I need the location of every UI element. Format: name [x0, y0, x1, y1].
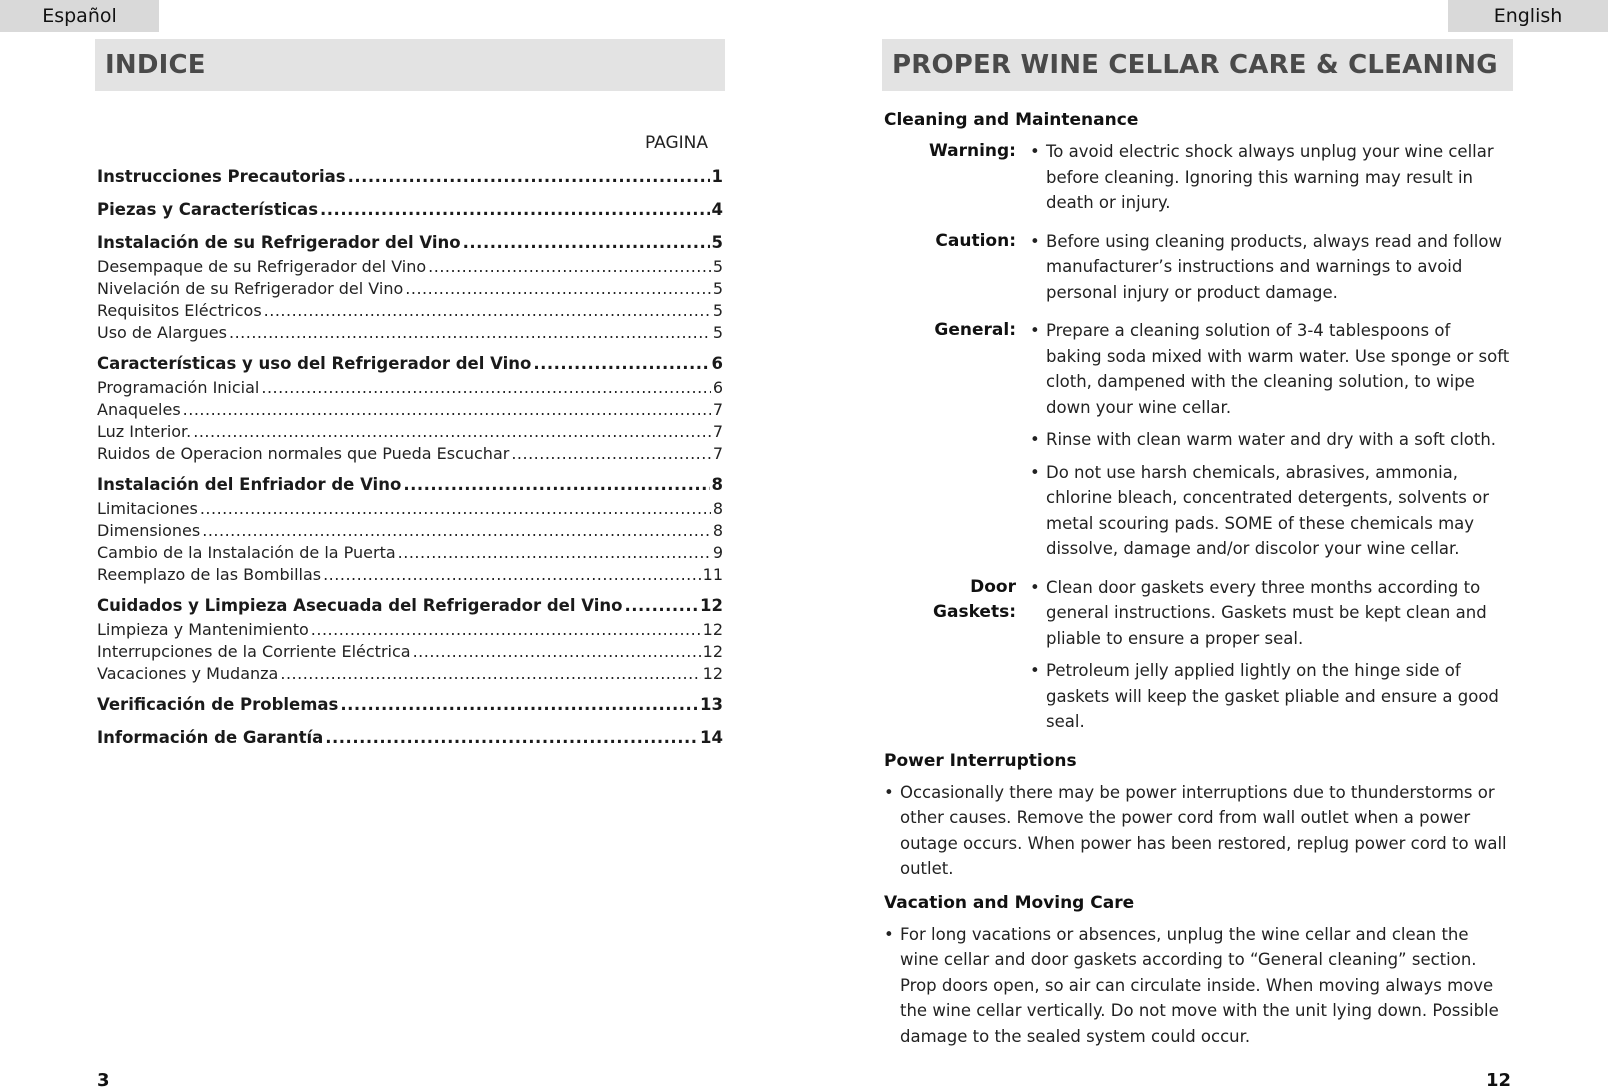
toc-entry-title: Piezas y Características [97, 200, 319, 219]
toc-entry-page: 6 [712, 378, 723, 397]
warning-label: Warning: [928, 141, 1016, 161]
toc-section[interactable] [97, 724, 723, 751]
dot-leader [413, 641, 701, 663]
toc-subsection[interactable] [97, 322, 723, 344]
toc-entry-title: Cuidados y Limpieza Asecuada del Refrigerador del Vino [97, 596, 623, 615]
dot-leader [320, 196, 710, 223]
dot-leader [533, 350, 709, 377]
toc-entry-title: Desempaque de su Refrigerador del Vino [97, 257, 427, 276]
toc-entry-page: 8 [712, 521, 723, 540]
dot-leader [264, 300, 711, 322]
dot-leader [340, 691, 698, 718]
general-block [884, 318, 1510, 569]
general-bullet: • Do not use harsh chemicals, abrasives, ammonia, chlorine bleach, concentrated detergents, solvents or metal scouring pads. SOME of these chemicals may dissolve, damage and/or discolor your wine cellar. [1030, 460, 1510, 562]
dot-leader [463, 229, 710, 256]
care-cleaning-content [884, 107, 1510, 1057]
toc-entry-page: 12 [702, 664, 723, 683]
toc-group [97, 163, 723, 190]
toc-group [97, 471, 723, 586]
toc-entry-title: Instrucciones Precautorias [97, 167, 346, 186]
caution-label: Caution: [935, 230, 1016, 251]
dot-leader [202, 520, 711, 542]
toc-entry-title: Características y uso del Refrigerador del Vino [97, 354, 532, 373]
toc-entry-page: 5 [712, 257, 723, 276]
toc-entry-page: 7 [712, 444, 723, 463]
toc-subsection[interactable] [97, 421, 723, 443]
dot-leader [183, 399, 711, 421]
toc-entry-page: 7 [712, 422, 723, 441]
toc-entry-title: Limitaciones [97, 499, 198, 518]
dot-leader [280, 663, 700, 685]
toc-section[interactable] [97, 471, 723, 498]
toc-subsection[interactable] [97, 256, 723, 278]
toc-subsection[interactable] [97, 278, 723, 300]
index-title-banner [95, 39, 725, 91]
toc-entry-title: Información de Garantía [97, 728, 324, 747]
toc-entry-title: Interrupciones de la Corriente Eléctrica [97, 642, 411, 661]
general-bullet: • Prepare a cleaning solution of 3-4 tablespoons of baking soda mixed with warm water. Use sponge or soft cloth, dampened with the cleaning solution, to wipe down your wine cellar. [1030, 318, 1510, 420]
toc-subsection[interactable] [97, 520, 723, 542]
toc-entry-title: Luz Interior. [97, 422, 192, 441]
gaskets-bullet: • Clean door gaskets every three months according to general instructions. Gaskets must be kept clean and pliable to ensure a proper seal. [1030, 575, 1510, 652]
caution-block [884, 229, 1510, 313]
toc-entry-page: 12 [702, 642, 723, 661]
toc-subsection[interactable] [97, 564, 723, 586]
dot-leader [325, 724, 698, 751]
index-title: INDICE [105, 50, 206, 80]
toc-entry-page: 6 [711, 354, 723, 373]
toc-section[interactable] [97, 196, 723, 223]
toc-entry-title: Nivelación de su Refrigerador del Vino [97, 279, 404, 298]
toc-entry-title: Uso de Alargues [97, 323, 227, 342]
vacation-bullet: • For long vacations or absences, unplug the wine cellar and clean the wine cellar and door gaskets according to “General cleaning” section. Prop doors open, so air can circulate inside. When moving always move the wine cellar vertically. Do not move with the unit lying down. Possible damage to the sealed system could occur. [884, 922, 1510, 1050]
toc-group [97, 350, 723, 465]
toc-entry-title: Requisitos Eléctricos [97, 301, 262, 320]
toc-entry-title: Limpieza y Mantenimiento [97, 620, 309, 639]
toc-subsection[interactable] [97, 443, 723, 465]
toc-entry-title: Ruidos de Operacion normales que Pueda Escuchar [97, 444, 510, 463]
dot-leader [625, 592, 699, 619]
toc-entry-title: Reemplazo de las Bombillas [97, 565, 322, 584]
toc-subsection[interactable] [97, 300, 723, 322]
toc-group [97, 196, 723, 223]
dot-leader [311, 619, 701, 641]
care-title: PROPER WINE CELLAR CARE & CLEANING [892, 50, 1498, 80]
dot-leader [323, 564, 701, 586]
toc-entry-page: 12 [700, 596, 723, 615]
toc-entry-page: 5 [712, 301, 723, 320]
page-column-header: PAGINA [645, 133, 709, 153]
toc-entry-page: 5 [712, 279, 723, 298]
toc-subsection[interactable] [97, 377, 723, 399]
toc-entry-title: Cambio de la Instalación de la Puerta [97, 543, 396, 562]
general-label: General: [934, 320, 1016, 340]
gaskets-block [884, 575, 1510, 742]
dot-leader [428, 256, 711, 278]
dot-leader [261, 377, 710, 399]
cleaning-heading: Cleaning and Maintenance [884, 110, 1139, 130]
toc-group [97, 592, 723, 685]
dot-leader [405, 278, 711, 300]
language-tab-english[interactable]: English [1448, 0, 1608, 32]
toc-group [97, 229, 723, 344]
toc-subsection[interactable] [97, 399, 723, 421]
toc-entry-page: 9 [712, 543, 723, 562]
general-bullet: • Rinse with clean warm water and dry with a soft cloth. [1030, 427, 1510, 453]
dot-leader [511, 443, 710, 465]
toc-section[interactable] [97, 229, 723, 256]
toc-subsection[interactable] [97, 542, 723, 564]
toc-subsection[interactable] [97, 619, 723, 641]
toc-entry-title: Vacaciones y Mudanza [97, 664, 279, 683]
care-title-banner [882, 39, 1513, 91]
toc-entry-page: 11 [702, 565, 723, 584]
warning-bullet: • To avoid electric shock always unplug your wine cellar before cleaning. Ignoring this warning may result in death or injury. [1030, 139, 1510, 216]
toc-entry-page: 14 [700, 728, 723, 747]
dot-leader [403, 471, 709, 498]
toc-entry-page: 5 [712, 323, 723, 342]
toc-entry-title: Instalación del Enfriador de Vino [97, 475, 402, 494]
toc-entry-page: 8 [711, 475, 723, 494]
gaskets-label: Door Gaskets: [933, 576, 1016, 622]
dot-leader [348, 163, 710, 190]
toc-entry-page: 13 [700, 695, 723, 714]
page-number-left: 3 [97, 1070, 110, 1091]
gaskets-bullet: • Petroleum jelly applied lightly on the hinge side of gaskets will keep the gasket pliable and ensure a good seal. [1030, 658, 1510, 735]
toc-entry-page: 12 [702, 620, 723, 639]
toc-section[interactable] [97, 691, 723, 718]
toc-entry-page: 1 [711, 167, 723, 186]
toc-entry-title: Anaqueles [97, 400, 181, 419]
toc-entry-page: 7 [712, 400, 723, 419]
page-number-right: 12 [1486, 1070, 1512, 1091]
toc-subsection[interactable] [97, 663, 723, 685]
dot-leader [193, 421, 711, 443]
toc-entry-page: 5 [711, 233, 723, 252]
toc-section[interactable] [97, 163, 723, 190]
toc-section[interactable] [97, 350, 723, 377]
toc-subsection[interactable] [97, 641, 723, 663]
dot-leader [229, 322, 711, 344]
dot-leader [398, 542, 711, 564]
caution-bullet: • Before using cleaning products, always read and follow manufacturer’s instructions and warnings to avoid personal injury or product damage. [1030, 229, 1510, 306]
dot-leader [200, 498, 711, 520]
toc-subsection[interactable] [97, 498, 723, 520]
toc-group [97, 724, 723, 751]
power-heading: Power Interruptions [884, 750, 1077, 771]
warning-block [884, 139, 1510, 223]
toc-group [97, 691, 723, 718]
toc-entry-title: Instalación de su Refrigerador del Vino [97, 233, 461, 252]
toc-entry-title: Programación Inicial [97, 378, 260, 397]
toc-entry-title: Dimensiones [97, 521, 201, 540]
vacation-heading: Vacation and Moving Care [884, 892, 1135, 913]
toc-entry-page: 4 [711, 200, 723, 219]
toc-entry-page: 8 [712, 499, 723, 518]
table-of-contents [97, 163, 723, 757]
toc-entry-title: Verificación de Problemas [97, 695, 339, 714]
toc-section[interactable] [97, 592, 723, 619]
power-bullet: • Occasionally there may be power interruptions due to thunderstorms or other causes. Remove the power cord from wall outlet when a power outage occurs. When power has been restored, replug power cord to wall outlet. [884, 780, 1510, 882]
language-tab-spanish[interactable]: Español [0, 0, 159, 32]
